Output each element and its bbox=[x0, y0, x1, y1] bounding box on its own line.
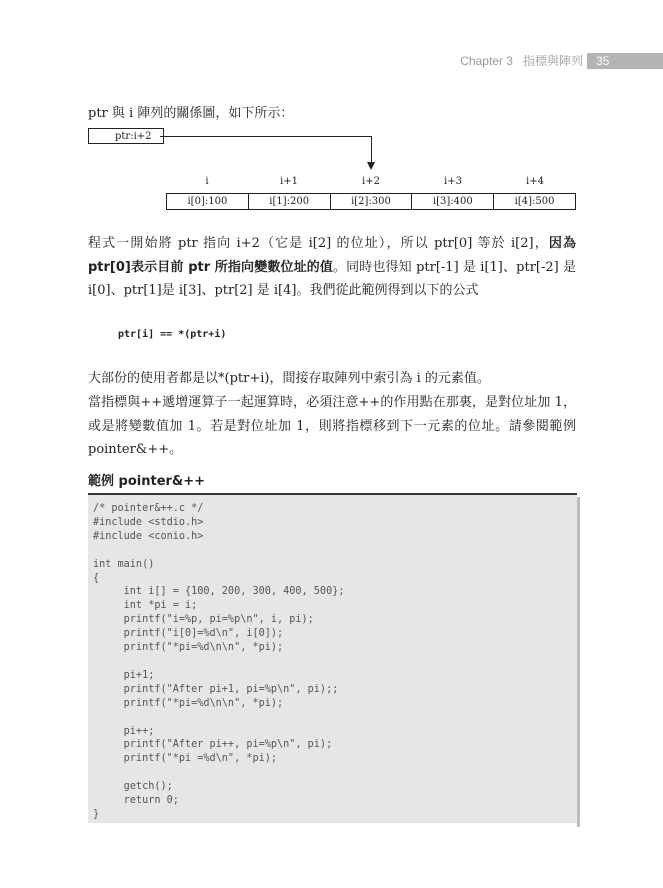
pointer-connector-horizontal bbox=[160, 136, 372, 137]
index-label: i+4 bbox=[526, 176, 544, 187]
bold-statement: 因為 ptr[0]表示目前 ptr 所指向變數位址的值 bbox=[88, 236, 576, 275]
paragraph-part: 。同時也得知 ptr[-1] 是 i[1]、ptr[-2] 是 i[0]、ptr[1]是 i[3]、ptr[2] 是 i[4]。我們從此範例得到以下的公式 bbox=[88, 259, 576, 298]
index-label-row bbox=[166, 175, 576, 189]
example-title: 範例 pointer&++ bbox=[88, 474, 206, 489]
formula: ptr[i] == *(ptr+i) bbox=[118, 329, 227, 340]
array-cell: i[3]:400 bbox=[412, 194, 494, 209]
array-cell: i[0]:100 bbox=[167, 194, 249, 209]
intro-text: ptr 與 i 陣列的關係圖，如下所示： bbox=[88, 106, 294, 121]
pointer-connector-vertical bbox=[371, 136, 372, 164]
array-cell: i[2]:300 bbox=[331, 194, 413, 209]
array-cell: i[1]:200 bbox=[249, 194, 331, 209]
code-box-shadow bbox=[577, 497, 580, 827]
index-label: i+2 bbox=[362, 176, 380, 187]
pointer-label: ptr:i+2 bbox=[115, 131, 152, 142]
code-listing bbox=[88, 493, 577, 823]
paragraph-explanation bbox=[88, 232, 576, 303]
array-cell: i[4]:500 bbox=[514, 196, 555, 207]
page-number: 35 bbox=[596, 54, 610, 68]
paragraph-increment: 當指標與++遞增運算子一起運算時，必須注意++的作用點在那裏，是對位址加 1，或是將變數值加 1。若是對位址加 1，則將指標移到下一元素的位址。請參閱範例 pointer&++。 bbox=[88, 395, 576, 457]
pointer-arrow-icon bbox=[367, 162, 375, 170]
paragraph-indirect-access: 大部份的使用者都是以*(ptr+i)，間接存取陣列中索引為 i 的元素值。 bbox=[88, 371, 490, 386]
index-label: i+3 bbox=[444, 176, 462, 187]
array-cells bbox=[166, 193, 576, 210]
paragraph-part: 程式一開始將 ptr 指向 i+2（它是 i[2] 的位址），所以 ptr[0] 等於 i[2]， bbox=[88, 236, 549, 251]
chapter-heading bbox=[460, 53, 583, 69]
chapter-title: 指標與陣列 bbox=[522, 54, 583, 68]
pointer-box bbox=[88, 128, 164, 144]
code-text: /* pointer&++.c */ #include <stdio.h> #include <conio.h> int main() { int i[] = {100, 200, 300, 400, 500}; int *pi = i; printf("i=%p, pi=%p\n", i, pi); printf("i[0]=%d\n", i[0]); printf("*pi=%d\n\n", *pi); pi+1; printf("After pi+1, pi=%p\n", pi);; printf("*pi=%d\n\n", *pi); pi++; printf("After pi++, pi=%p\n", pi); printf("*pi =%d\n", *pi); getch(); return 0; } bbox=[93, 503, 345, 820]
page-number-box bbox=[587, 53, 663, 69]
chapter-number: Chapter 3 bbox=[460, 54, 513, 68]
index-label: i bbox=[205, 176, 209, 187]
page-header bbox=[0, 53, 663, 69]
index-label: i+1 bbox=[280, 176, 298, 187]
